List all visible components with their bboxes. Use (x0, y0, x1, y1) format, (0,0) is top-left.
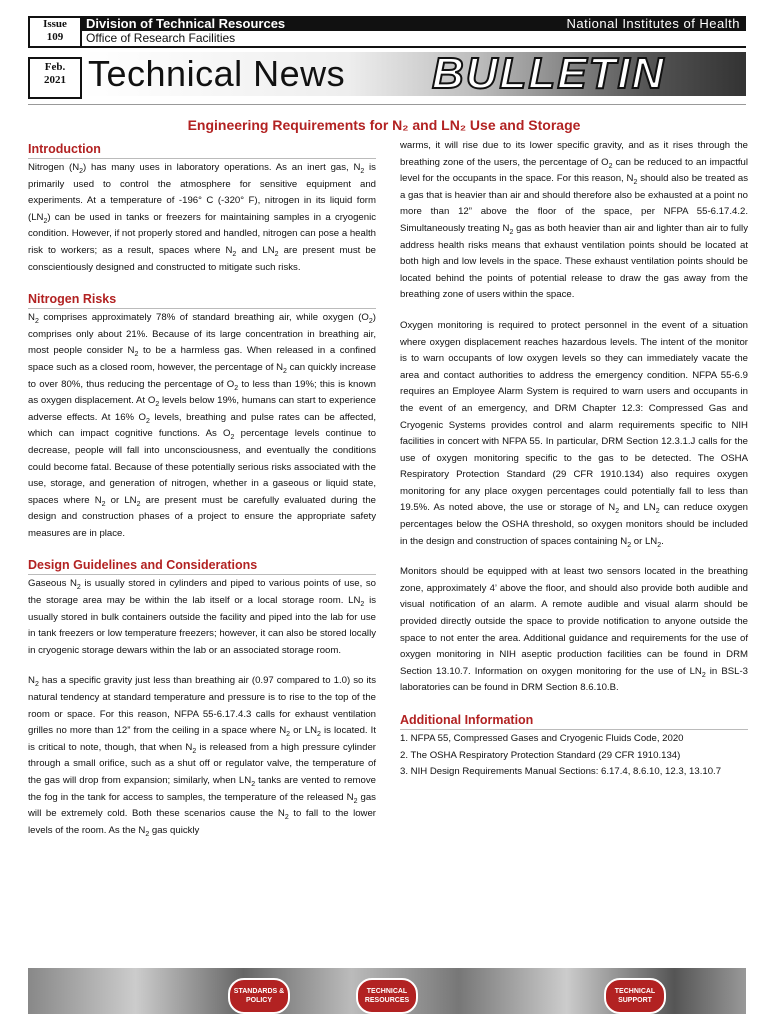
design-paragraph-5: Monitors should be equipped with at least two sensors located in the breathing zone, approximately 4’ above the floor, and should also provide both audible and visual notification of an alarm. A remote audible and visual alarm should be provided directly outside the space to provide notification to anyone outside the space to not enter the area. Additional guidance and requirements for the use of oxygen monitoring in NIH aseptic production facilities can be found in DRM Section 13.10.7. Information on oxygen monitoring for the use of $LN_2$ in BSL-3 laboratories can be found in DRM Section 8.6.10.B. (400, 566, 748, 694)
reference-3: 3. NIH Design Requirements Manual Sections: 6.17.4, 8.6.10, 12.3, 13.10.7 (400, 766, 722, 778)
technical-support-button[interactable]: TECHNICAL SUPPORT (604, 978, 666, 1014)
risks-paragraph: $N_2$ comprises approximately 78% of standard breathing air, while oxygen $(O_2)$ comprises only about 21%. Because of its large concentration in breathing air, most people consider $N_2$ to be a harmless gas. When released in a confined space such as a closed room, however, the percentage of $N_2$ can quickly increase to over 80%, thus reducing the percentage of $O_2$ to less than 19%; this is known as oxygen displacement. At $O_2$ levels below 19%, humans can start to experience adverse effects. At 16% $O_2$ levels, breathing and pulse rates can be affected, which can impact cognitive functions. As $O_2$ percentage levels continue to decrease, people will fall into unconsciousness, and eventually the conditions could become fatal. Because of these potentially serious risks associated with the use, storage, and generation of nitrogen, whether in a gaseous or liquid state, spaces where $N_2$ or $LN_2$ are present must be carefully evaluated during the design and construction phases of a project to ensure the appropriate safety measures are in place. (28, 312, 377, 539)
header-divider (82, 46, 746, 48)
design-paragraph-1: Gaseous $N_2$ is usually stored in cylinders and piped to various points of use, so the storage area may be within the lab itself or a local storage room. $LN_2$ is usually stored in bulk containers outside the facility and piped into the lab for use in tank freezers or low temperature freezers; however, it can also be stored locally in cryogenic storage dewars within the lab or an associated storage room. (28, 578, 376, 656)
division-name: Division of Technical Resources (86, 16, 286, 31)
issue-month: Feb. (44, 61, 66, 73)
issue-year: 2021 (44, 74, 66, 86)
left-column (28, 140, 376, 853)
issue-label: Issue (43, 18, 67, 30)
date-box (28, 57, 82, 99)
technical-resources-button[interactable]: TECHNICAL RESOURCES (356, 978, 418, 1014)
reference-2: 2. The OSHA Respiratory Protection Standard (29 CFR 1910.134) (400, 749, 681, 761)
intro-paragraph: Nitrogen $(N_2)$ has many uses in laboratory operations. As an inert gas, $N_2$ is primarily used to control the atmosphere for sensitive equipment and experiments. At a temperature of -196° C (-320° F), nitrogen in its liquid form $(LN_2)$ can be used in tanks or freezers for maintaining samples in a cryogenic condition. However, if not properly stored and handled, nitrogen can pose a health risk to workers; as a result, spaces where $N_2$ and $LN_2$ are present must be conscientiously designed and constructed to mitigate such risks. (28, 162, 376, 273)
design-paragraph-2: $N_2$ has a specific gravity just less than breathing air (0.97 compared to 1.0) so its natural tendency at standard temperature and pressure is to rise to the top of the room or space. For this reason, NFPA 55-6.17.4.3 calls for exhaust ventilation grilles no more than 12” from the ceiling in a space where $N_2$ or $LN_2$ is located. It is critical to note, though, that when $N_2$ is released from a high pressure cylinder through a small orifice, such as a shut off or regulator valve, the temperature of the gas will drop from expansion; similarly, when $LN_2$ tanks are vented to remove the fog in the tank for access to samples, the temperature of the released $N_2$ gas will be extremely cold. Both these scenarios cause the $N_2$ to fall to the lower levels of the room. As the $N_2$ gas quickly (28, 675, 377, 838)
risks-heading: Nitrogen Risks (28, 290, 376, 309)
standards-policy-button[interactable]: STANDARDS & POLICY (228, 978, 290, 1014)
issue-number: 109 (46, 31, 64, 43)
header-bar (82, 16, 746, 31)
office-name: Office of Research Facilities (86, 31, 236, 45)
design-heading: Design Guidelines and Considerations (28, 556, 376, 575)
header-rule (28, 104, 746, 105)
right-column (400, 138, 748, 781)
intro-heading: Introduction (28, 140, 376, 159)
additional-heading: Additional Information (400, 711, 748, 730)
reference-1: 1. NFPA 55, Compressed Gases and Cryogenic Fluids Code, 2020 (400, 733, 684, 744)
series-title: Technical News (88, 53, 346, 94)
agency-name: National Institutes of Health (566, 16, 740, 31)
bulletin-word: BULLETIN (432, 49, 666, 98)
footer-banner (28, 968, 746, 1014)
issue-box (28, 16, 82, 48)
design-paragraph-4: Oxygen monitoring is required to protect personnel in the event of a situation where oxygen displacement reaches hazardous levels. The intent of the monitor is to warn occupants of low oxygen levels so they can immediately vacate the area and contact authorities to address the emergency condition. NFPA 55-6.9 requires an Employee Alarm System is required to warn users and occupants in the event of an emergency, and DRM Chapter 12.3: Compressed Gas and Cryogenic Systems provides control and alarm requirements specific to NIH facilities in concert with NFPA 55. In particular, DRM Section 12.3.1.J calls for the use of oxygen monitoring specific to the gas to be detected. The OSHA Respiratory Protection Standard (29 CFR 1910.134) also requires oxygen monitoring for any place oxygen percentages could potentially fall to less than 19.5%. As noted above, the use or storage of $N_2$ and $LN_2$ can reduce oxygen percentages below the OSHA threshold, so oxygen monitors should be included in the design and construction of spaces containing $N_2$ or $LN_2$. (400, 319, 748, 549)
design-paragraph-3: warms, it will rise due to its lower specific gravity, and as it rises through the breathing zone of the users, the percentage of $O_2$ can be reduced to an impactful level for the occupants in the space. For this reason, $N_2$ should also be treated as a gas that is heavier than air and should therefore also be exhausted at a point no more than 12” above the floor of the space, per NFPA 55-6.17.4.2. Simultaneously treating $N_2$ gas as both heavier than air and lighter than air to fully address health risks means that exhaust ventilation points should be located at both high and low levels in the space. These exhaust ventilation points should be located behind the points of potential release to draw the gas away from the breathing zone of users within the space. (400, 140, 748, 301)
article-title: Engineering Requirements for N₂ and LN₂ Use and Storage (187, 117, 581, 133)
